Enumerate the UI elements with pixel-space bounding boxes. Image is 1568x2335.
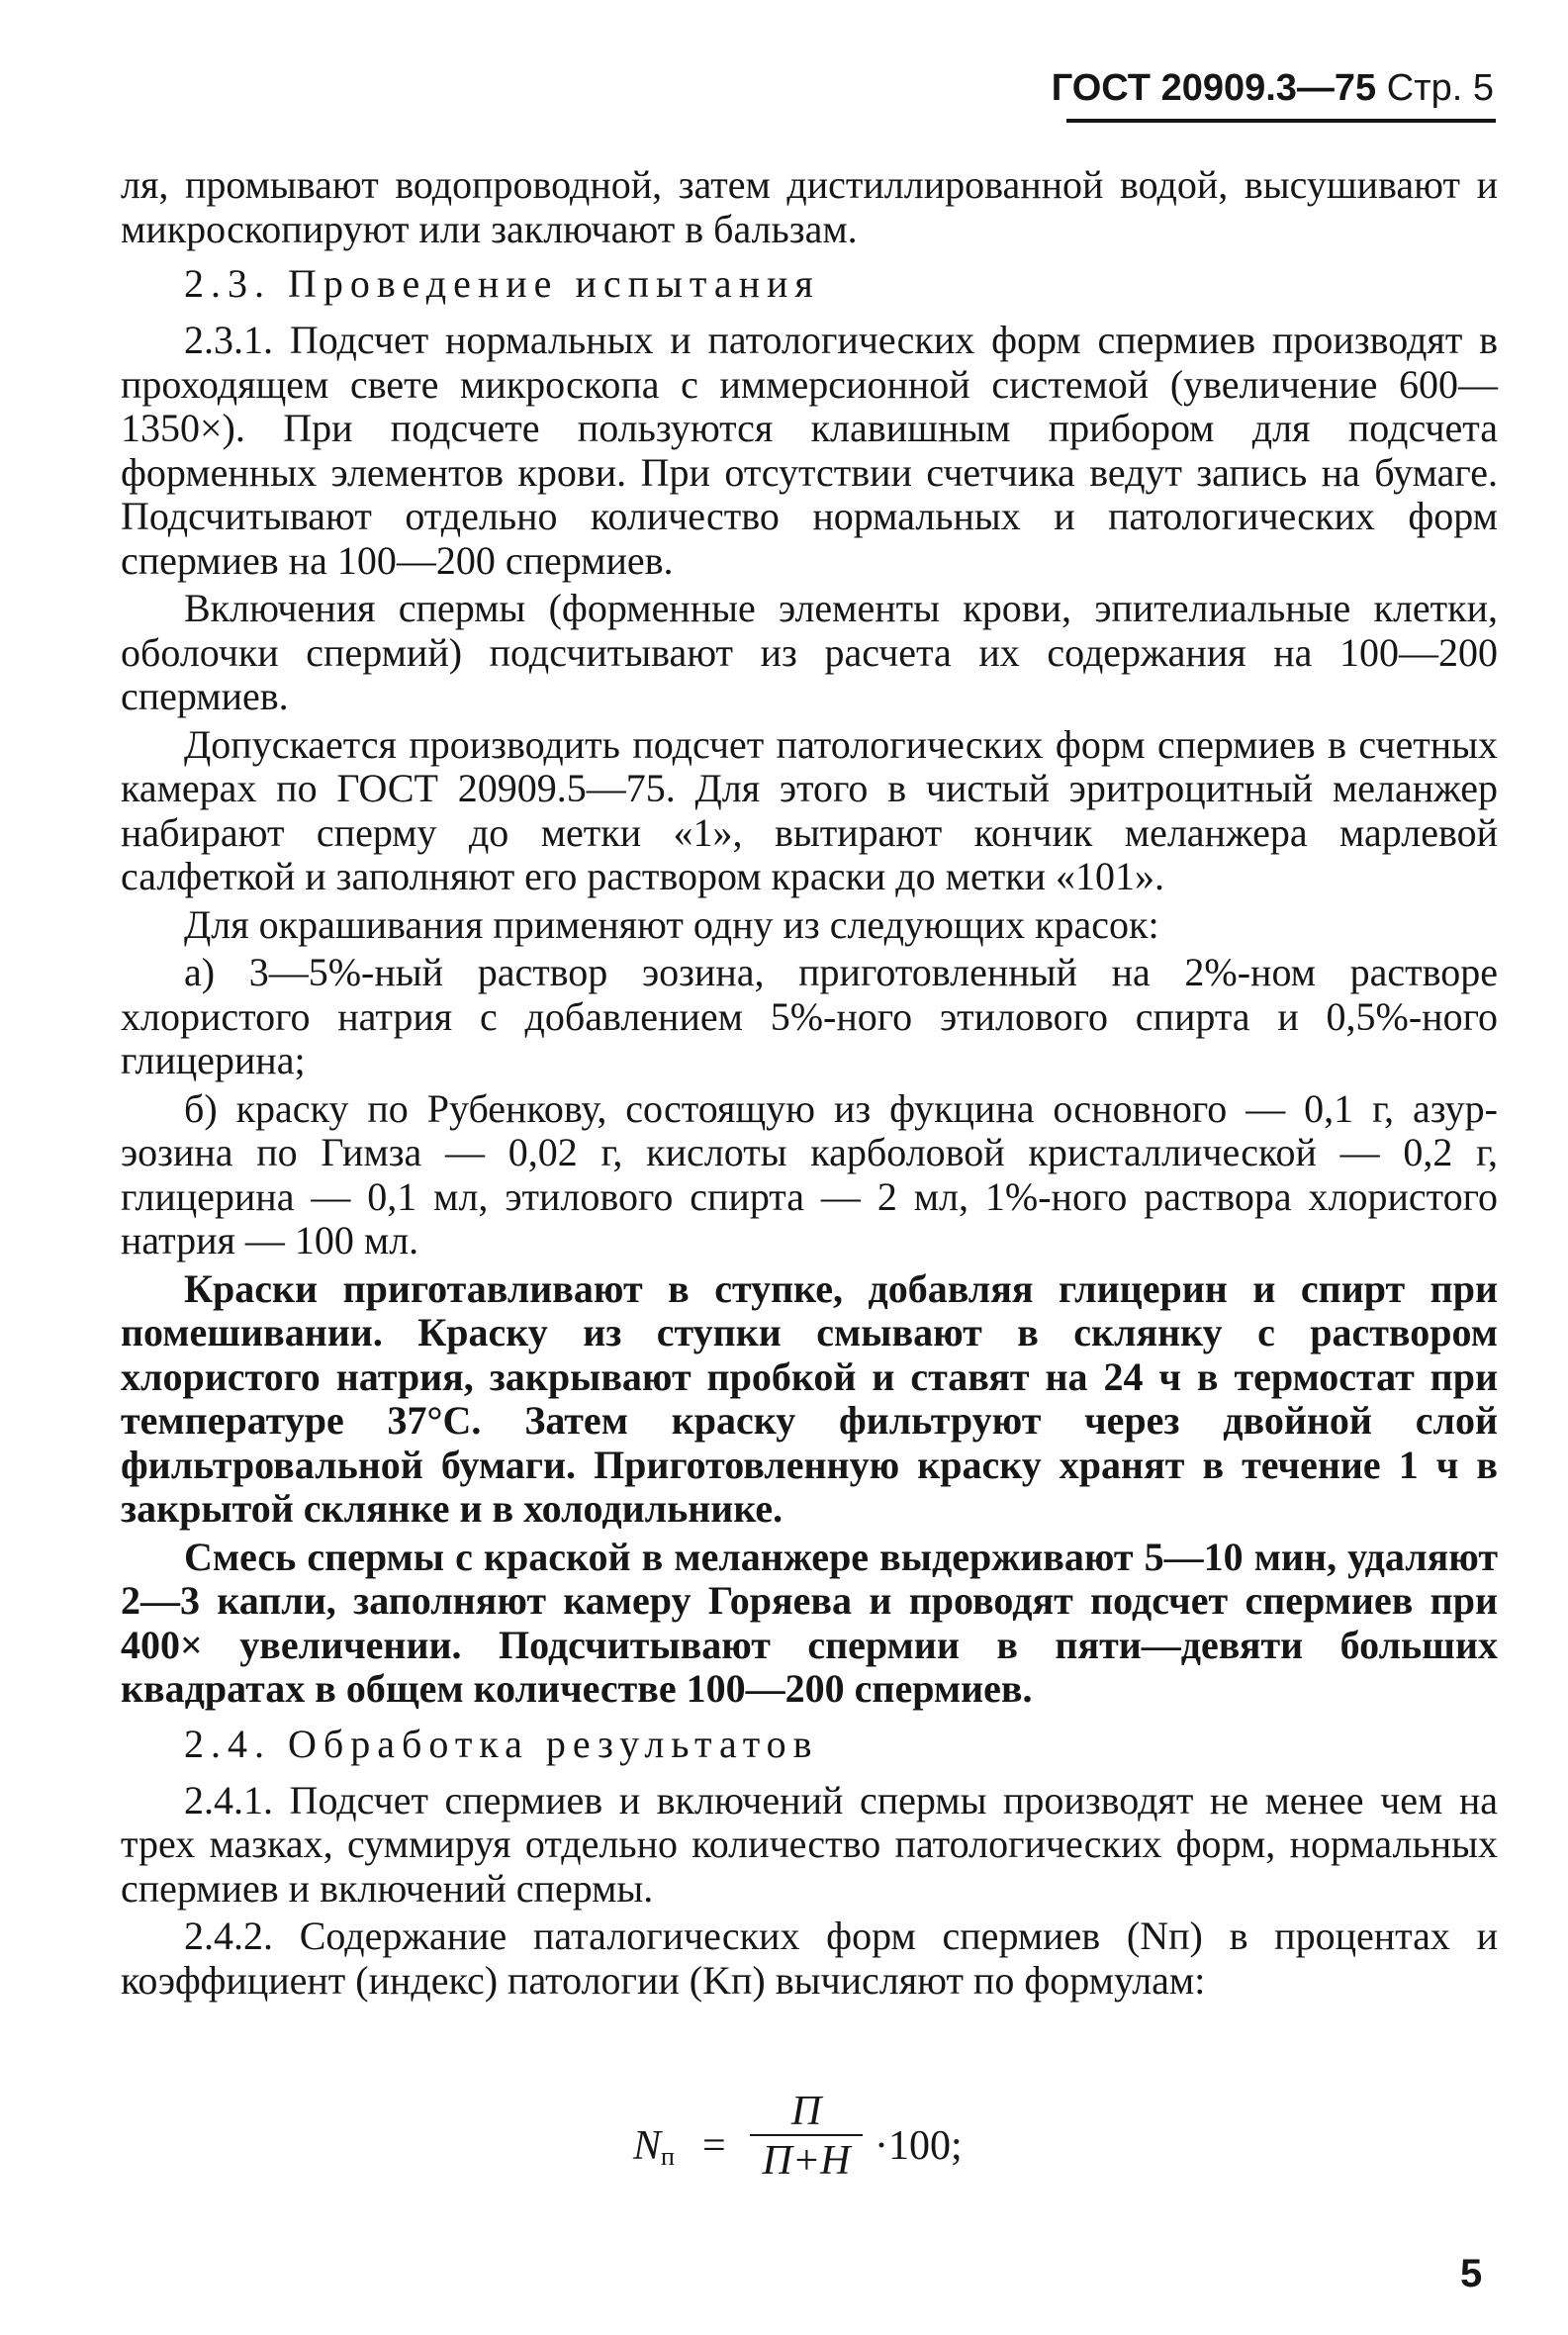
formula-denominator: П+Н bbox=[762, 2138, 851, 2184]
header-rule bbox=[1066, 119, 1496, 123]
page-label: Стр. 5 bbox=[1386, 67, 1494, 109]
page-number-mark: 5 bbox=[1460, 2252, 1483, 2295]
doc-code: ГОСТ 20909.3—75 bbox=[1051, 67, 1377, 109]
list-item-b: б) краску по Рубенкову, состоящую из фукцина основного — 0,1 г, азур-эозина по Гимза — 0,02 г, кислоты карболовой кристаллической — 0,2 г, глицерина — 0,1 мл, этилового спирта — 2 мл, 1%-ного раствора хлористого натрия — 100 мл. bbox=[121, 1085, 1498, 1262]
formula-np bbox=[633, 2091, 989, 2190]
page-body bbox=[121, 163, 1498, 2007]
header-line bbox=[1049, 69, 1494, 107]
paragraph-mixture: Смесь спермы с краской в меланжере выдерживают 5—10 мин, удаляют 2—3 капли, заполняют камеру Горяева и проводят подсчет спермиев при 400× увеличении. Подсчитывают спермии в пяти—девяти больших квадратах в общем количестве 100—200 спермиев. bbox=[121, 1534, 1498, 1711]
paragraph-2-4-2: 2.4.2. Содержание паталогических форм спермиев (Nп) в процентах и коэффициент (индекс) патологии (Kп) вычисляют по формулам: bbox=[121, 1914, 1498, 2003]
paragraph-stain-preparation: Краски приготавливают в ступке, добавляя глицерин и спирт при помешивании. Краску из ступки смывают в склянку с раствором хлористого натрия, закрывают пробкой и ставят на 24 ч в термостат при температуре 37°С. Затем краску фильтруют через двойной слой фильтровальной бумаги. Приготовленную краску хранят в течение 1 ч в закрытой склянке и в холодильнике. bbox=[121, 1265, 1498, 1531]
paragraph-continuation: ля, промывают водопроводной, затем дистиллированной водой, высушивают и микроскопируют или заключают в бальзам. bbox=[121, 162, 1498, 251]
formula-fraction bbox=[742, 2091, 871, 2182]
paragraph-inclusions: Включения спермы (форменные элементы крови, эпителиальные клетки, оболочки спермий) подсчитывают из расчета их содержания на 100—200 спермиев. bbox=[121, 586, 1498, 718]
paragraph-2-3-1: 2.3.1. Подсчет нормальных и патологических форм спермиев производят в проходящем свете микроскопа с иммерсионной системой (увеличение 600—1350×). При подсчете пользуются клавишным прибором для подсчета форменных элементов крови. При отсутствии счетчика ведут запись на бумаге. Подсчитывают отдельно количество нормальных и патологических форм спермиев на 100—200 спермиев. bbox=[121, 318, 1498, 583]
section-2-4-heading: 2.4. Обработка результатов bbox=[184, 1721, 819, 1766]
formula-equals: = bbox=[702, 2123, 726, 2169]
formula-numerator: П bbox=[790, 2089, 822, 2134]
paragraph-staining-intro: Для окрашивания применяют одну из следующих красок: bbox=[184, 901, 1159, 947]
paragraph-counting-chambers: Допускается производить подсчет патологических форм спермиев в счетных камерах по ГОСТ 20909.5—75. Для этого в чистый эритроцитный меланжер набирают сперму до метки «1», вытирают кончик меланжера марлевой салфеткой и заполняют его раствором краски до метки «101». bbox=[121, 721, 1498, 898]
paragraph-2-4-1: 2.4.1. Подсчет спермиев и включений спермы производят не менее чем на трех мазках, суммируя отдельно количество патологических форм, нормальных спермиев и включений спермы. bbox=[121, 1777, 1498, 1911]
formula-lhs: $N_п$ bbox=[633, 2123, 675, 2171]
formula-tail: ·100; bbox=[875, 2123, 963, 2169]
section-2-3-heading: 2.3. Проведение испытания bbox=[184, 261, 820, 306]
list-item-a: а) 3—5%-ный раствор эозина, приготовленный на 2%-ном растворе хлористого натрия с добавлением 5%-ного этилового спирта и 0,5%-ного глицерина; bbox=[121, 950, 1498, 1082]
